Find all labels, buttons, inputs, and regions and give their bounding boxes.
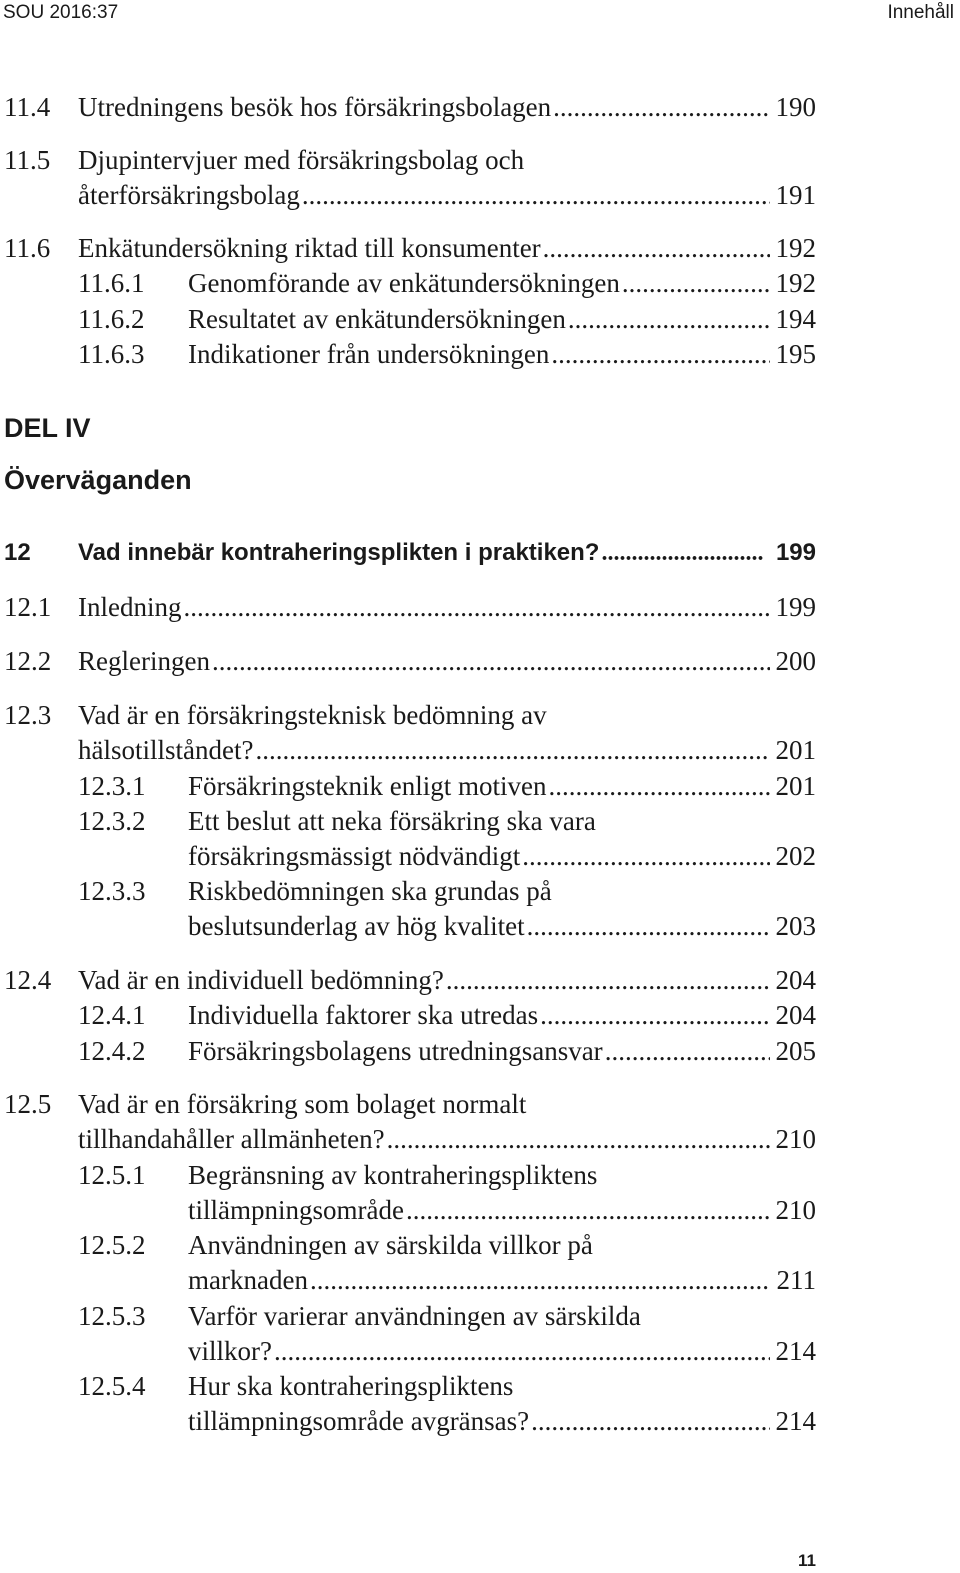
toc-entry[interactable] <box>188 337 816 371</box>
toc-number: 11.6.3 <box>78 339 145 369</box>
toc-number: 12.3 <box>4 700 52 730</box>
toc-title: Vad är en individuell bedömning? <box>78 965 444 995</box>
toc-page: 204 <box>775 1000 816 1030</box>
toc-page: 211 <box>776 1265 816 1295</box>
toc-page: 190 <box>775 92 816 122</box>
toc-entry[interactable] <box>78 733 816 767</box>
toc-number: 12.4.1 <box>78 1000 146 1030</box>
dot-leader <box>212 644 770 678</box>
toc-title-cont: återförsäkringsbolag <box>78 180 300 210</box>
toc-number: 12.1 <box>4 592 52 622</box>
toc-number: 11.4 <box>4 92 51 122</box>
toc-number: 11.5 <box>4 145 51 175</box>
toc-entry[interactable] <box>188 302 816 336</box>
toc-page: 205 <box>775 1036 816 1066</box>
toc-page: 203 <box>775 911 816 941</box>
toc-number: 12.4 <box>4 965 52 995</box>
toc-number: 12.5.3 <box>78 1301 146 1331</box>
toc-page: 210 <box>775 1124 816 1154</box>
toc-entry[interactable] <box>78 590 816 624</box>
toc-number: 12.4.2 <box>78 1036 146 1066</box>
toc-title: Användningen av särskilda villkor på <box>188 1230 593 1260</box>
toc-entry[interactable] <box>188 998 816 1032</box>
dot-leader <box>406 1193 770 1227</box>
toc-title: Varför varierar användningen av särskilda <box>188 1301 641 1331</box>
toc-number: 12.3.2 <box>78 806 146 836</box>
toc-title: Vad är en försäkring som bolaget normalt <box>78 1089 527 1119</box>
toc-title: Försäkringsteknik enligt motiven <box>188 771 547 801</box>
toc-number: 12.5.4 <box>78 1371 146 1401</box>
toc-page: 204 <box>775 965 816 995</box>
toc-entry[interactable] <box>188 1334 816 1368</box>
toc-title: Resultatet av enkätundersökningen <box>188 304 566 334</box>
toc-page: 194 <box>775 304 816 334</box>
dot-leader <box>310 1263 770 1297</box>
toc-title: Försäkringsbolagens utredningsansvar <box>188 1036 603 1066</box>
dot-leader <box>622 266 770 300</box>
toc-title: Djupintervjuer med försäkringsbolag och <box>78 145 525 175</box>
toc-entry[interactable] <box>78 644 816 678</box>
toc-page: 202 <box>775 841 816 871</box>
dot-leader <box>531 1404 770 1438</box>
toc-number: 12.2 <box>4 646 52 676</box>
toc-page: 214 <box>775 1406 816 1436</box>
part-label: DEL IV <box>4 413 91 443</box>
toc-entry[interactable] <box>188 1193 816 1227</box>
dot-leader <box>183 590 770 624</box>
toc-entry[interactable] <box>188 839 816 873</box>
toc-title: Regleringen <box>78 646 210 676</box>
dot-leader <box>274 1334 770 1368</box>
toc-title: Genomförande av enkätundersökningen <box>188 268 620 298</box>
toc-title: Utredningens besök hos försäkringsbolagen <box>78 92 552 122</box>
toc-title-cont: villkor? <box>188 1336 272 1366</box>
toc-title-cont: hälsotillståndet? <box>78 735 254 765</box>
toc-number: 11.6 <box>4 233 51 263</box>
toc-entry[interactable] <box>188 266 816 300</box>
dot-leader <box>548 769 770 803</box>
dot-leader <box>255 733 770 767</box>
toc-page: 192 <box>775 233 816 263</box>
toc-entry[interactable] <box>188 769 816 803</box>
toc-number: 11.6.1 <box>78 268 145 298</box>
toc-entry[interactable] <box>188 909 816 943</box>
toc-page: 199 <box>775 592 816 622</box>
toc-page: 201 <box>775 771 816 801</box>
toc-title: Riskbedömningen ska grundas på <box>188 876 552 906</box>
part-title: Överväganden <box>4 465 192 495</box>
toc-title-cont: tillämpningsområde avgränsas? <box>188 1406 530 1436</box>
toc-title-cont: tillhandahåller allmänheten? <box>78 1124 385 1154</box>
toc-entry[interactable] <box>188 1404 816 1438</box>
toc-title-cont: beslutsunderlag av hög kvalitet <box>188 911 525 941</box>
toc-page: 195 <box>775 339 816 369</box>
dot-leader <box>522 839 770 873</box>
toc-entry[interactable] <box>188 1263 816 1297</box>
toc-number: 12.5.1 <box>78 1160 146 1190</box>
toc-entry[interactable] <box>78 90 816 124</box>
toc-title: Enkätundersökning riktad till konsumenter <box>78 233 541 263</box>
toc-entry[interactable] <box>78 963 816 997</box>
toc-page: 214 <box>775 1336 816 1366</box>
toc-page: 192 <box>775 268 816 298</box>
toc-title: Individuella faktorer ska utredas <box>188 1000 539 1030</box>
chapter-page: 199 <box>775 539 816 566</box>
chapter-title: Vad innebär kontraheringsplikten i praktiken? <box>78 539 600 566</box>
toc-title-cont: marknaden <box>188 1265 308 1295</box>
dot-leader <box>527 909 770 943</box>
toc-number: 11.6.2 <box>78 304 145 334</box>
toc-title: Indikationer från undersökningen <box>188 339 550 369</box>
dot-leader <box>540 998 770 1032</box>
chapter-number: 12 <box>4 539 31 566</box>
toc-page: 200 <box>775 646 816 676</box>
running-header-right: Innehåll <box>887 2 954 23</box>
dot-leader <box>553 90 770 124</box>
dot-leader <box>601 536 764 570</box>
dot-leader <box>568 302 770 336</box>
toc-title-cont: tillämpningsområde <box>188 1195 404 1225</box>
page-number: 11 <box>798 1551 816 1570</box>
chapter-entry[interactable] <box>78 536 816 570</box>
toc-number: 12.5 <box>4 1089 52 1119</box>
toc-title: Vad är en försäkringsteknisk bedömning av <box>78 700 547 730</box>
dot-leader <box>446 963 770 997</box>
dot-leader <box>605 1034 770 1068</box>
toc-title: Inledning <box>78 592 182 622</box>
dot-leader <box>387 1122 770 1156</box>
toc-entry[interactable] <box>78 178 816 212</box>
dot-leader <box>543 231 770 265</box>
toc-entry[interactable] <box>78 231 816 265</box>
toc-page: 201 <box>775 735 816 765</box>
toc-entry[interactable] <box>78 1122 816 1156</box>
toc-page: 191 <box>775 180 816 210</box>
toc-number: 12.3.3 <box>78 876 146 906</box>
toc-title: Hur ska kontraheringspliktens <box>188 1371 514 1401</box>
toc-number: 12.3.1 <box>78 771 146 801</box>
toc-title: Ett beslut att neka försäkring ska vara <box>188 806 596 836</box>
toc-entry[interactable] <box>188 1034 816 1068</box>
toc-title-cont: försäkringsmässigt nödvändigt <box>188 841 521 871</box>
running-header-left: SOU 2016:37 <box>3 2 119 23</box>
toc-number: 12.5.2 <box>78 1230 146 1260</box>
dot-leader <box>302 178 770 212</box>
dot-leader <box>551 337 770 371</box>
toc-page: 210 <box>775 1195 816 1225</box>
toc-title: Begränsning av kontraheringspliktens <box>188 1160 598 1190</box>
